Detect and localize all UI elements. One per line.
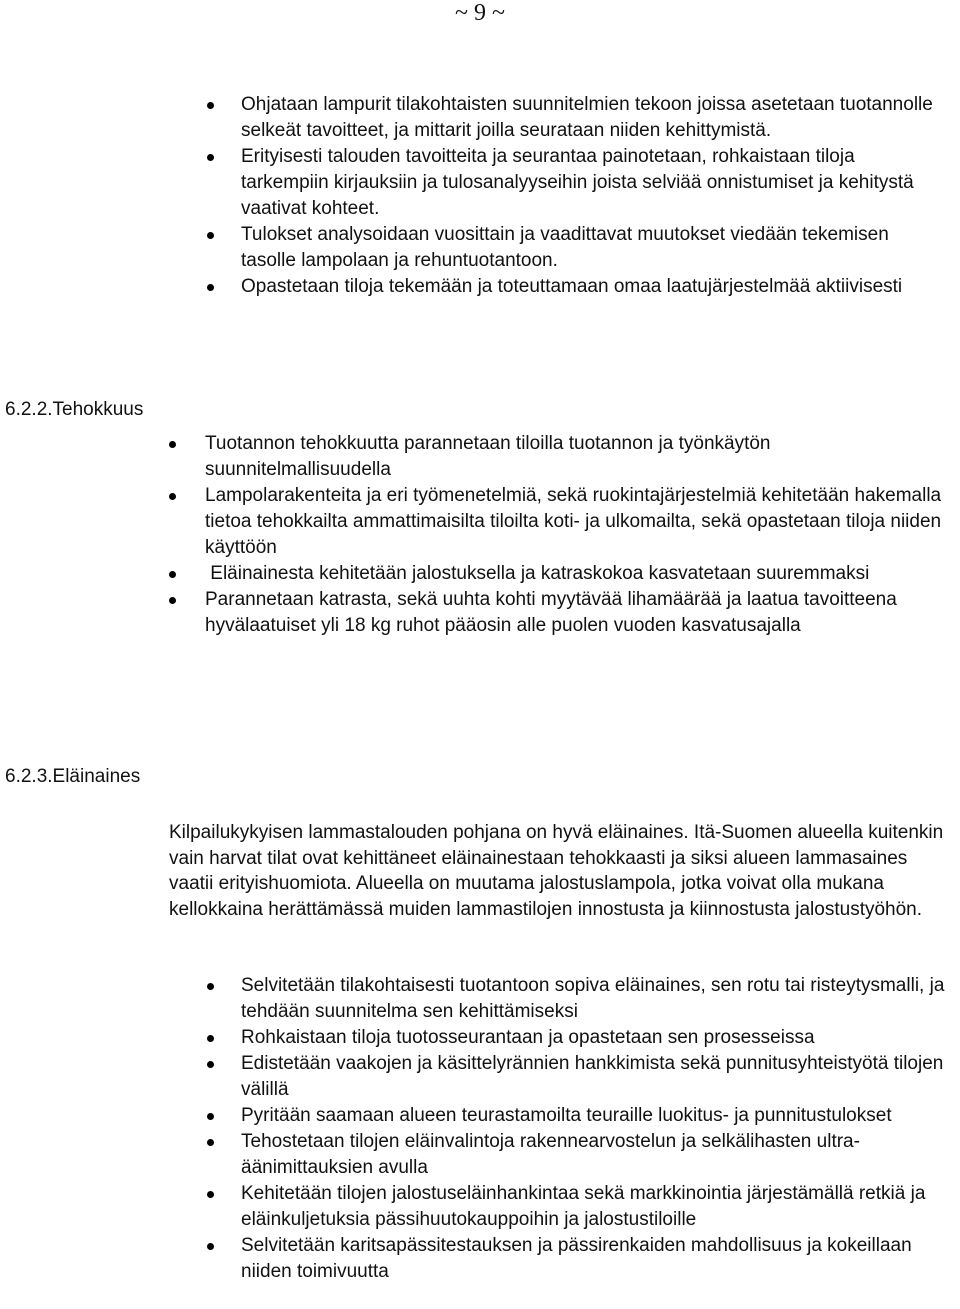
list-item: [241, 144, 946, 222]
list-item-text: Edistetään vaakojen ja käsittelyrännien hankkimista sekä punnitusyhteistyötä tilojen välillä: [241, 1053, 944, 1100]
bullet-icon: [207, 1191, 214, 1198]
list-item-text: Ohjataan lampurit tilakohtaisten suunnitelmien tekoon joissa asetetaan tuotannolle selkeät tavoitteet, ja mittarit joilla seurataan niiden kehittymistä.: [241, 94, 933, 141]
list-item-text: Kehitetään tilojen jalostuseläinhankintaa sekä markkinointia järjestämällä retkiä ja eläinkuljetuksia pässihuutokauppoihin ja jalostustiloille: [241, 1183, 926, 1230]
bullet-icon: [207, 1035, 214, 1042]
list-item-text: Selvitetään karitsapässitestauksen ja pässirenkaiden mahdollisuus ja kokeillaan niiden toimivuutta: [241, 1235, 912, 1282]
list-item-text: Tuotannon tehokkuutta parannetaan tiloilla tuotannon ja työnkäytön suunnitelmallisuudella: [205, 433, 771, 480]
bullet-icon: [207, 1243, 214, 1250]
list-item-text: Pyritään saamaan alueen teurastamoilta teuraille luokitus- ja punnitustulokset: [241, 1105, 892, 1126]
list-item: [205, 561, 950, 587]
bullet-icon: [207, 1061, 214, 1068]
list-item: [241, 1181, 959, 1233]
bullet-icon: [169, 441, 176, 448]
list-item: [241, 1103, 959, 1129]
section-paragraph: Kilpailukykyisen lammastalouden pohjana on hyvä eläinaines. Itä-Suomen alueella kuitenkin vain harvat tilat ovat kehittäneet eläinainestaan tehokkaasti ja siksi alueen lammasaines vaatii erityishuomiota. Alueella on muutama jalostuslampola, jotka voivat olla mukana kellokkaina herättämässä muiden lammastilojen innostusta ja kiinnostusta jalostustyöhön.: [169, 822, 944, 920]
list-item-text: Selvitetään tilakohtaisesti tuotantoon sopiva eläinaines, sen rotu tai risteytysmalli, ja tehdään suunnitelma sen kehittämiseksi: [241, 975, 945, 1022]
bullet-icon: [169, 571, 176, 578]
list-item: [205, 431, 950, 483]
list-item-text: Opastetaan tiloja tekemään ja toteuttamaan omaa laatujärjestelmää aktiivisesti: [241, 276, 903, 297]
efficiency-list: [205, 431, 950, 639]
list-item-text: Erityisesti talouden tavoitteita ja seurantaa painotetaan, rohkaistaan tiloja tarkempiin kirjauksiin ja tulosanalyyseihin joista selviää onnistumiset ja kehitystä vaativat kohteet.: [241, 146, 914, 219]
bullet-icon: [207, 1139, 214, 1146]
list-item: [241, 92, 946, 144]
list-item: [241, 222, 946, 274]
list-item: [241, 1129, 959, 1181]
list-item-text: Rohkaistaan tiloja tuotosseurantaan ja opastetaan sen prosesseissa: [241, 1027, 815, 1048]
list-item-text: Eläinainesta kehitetään jalostuksella ja katraskokoa kasvatetaan suuremmaksi: [205, 563, 870, 584]
breeding-list: [241, 973, 959, 1285]
bullet-icon: [169, 493, 176, 500]
list-item: [241, 274, 946, 300]
goals-list: [241, 92, 946, 300]
list-item-text: Lampolarakenteita ja eri työmenetelmiä, sekä ruokintajärjestelmiä kehitetään hakemalla tietoa tehokkailta ammattimaisilta tiloilta koti- ja ulkomailta, sekä opastetaan tiloja niiden käyttöön: [205, 485, 942, 558]
list-item-text: Tehostetaan tilojen eläinvalintoja rakennearvostelun ja selkälihasten ultra-äänimittauksien avulla: [241, 1131, 860, 1178]
bullet-icon: [169, 597, 176, 604]
section-heading-tehokkuus: 6.2.2.Tehokkuus: [5, 399, 144, 420]
bullet-icon: [207, 154, 214, 161]
list-item: [241, 973, 959, 1025]
list-item: [205, 483, 950, 561]
page-number: ~ 9 ~: [455, 0, 505, 26]
bullet-icon: [207, 284, 214, 291]
list-item: [241, 1025, 959, 1051]
list-item-text: Tulokset analysoidaan vuosittain ja vaadittavat muutokset viedään tekemisen tasolle lampolaan ja rehuntuotantoon.: [241, 224, 889, 271]
list-item: [241, 1051, 959, 1103]
section-heading-elainaines: 6.2.3.Eläinaines: [5, 766, 141, 787]
bullet-icon: [207, 1113, 214, 1120]
bullet-icon: [207, 102, 214, 109]
list-item: [241, 1233, 959, 1285]
bullet-icon: [207, 983, 214, 990]
bullet-icon: [207, 232, 214, 239]
list-item: [205, 587, 950, 639]
list-item-text: Parannetaan katrasta, sekä uuhta kohti myytävää lihamäärää ja laatua tavoitteena hyvälaatuiset yli 18 kg ruhot pääosin alle puolen vuoden kasvatusajalla: [205, 589, 897, 636]
